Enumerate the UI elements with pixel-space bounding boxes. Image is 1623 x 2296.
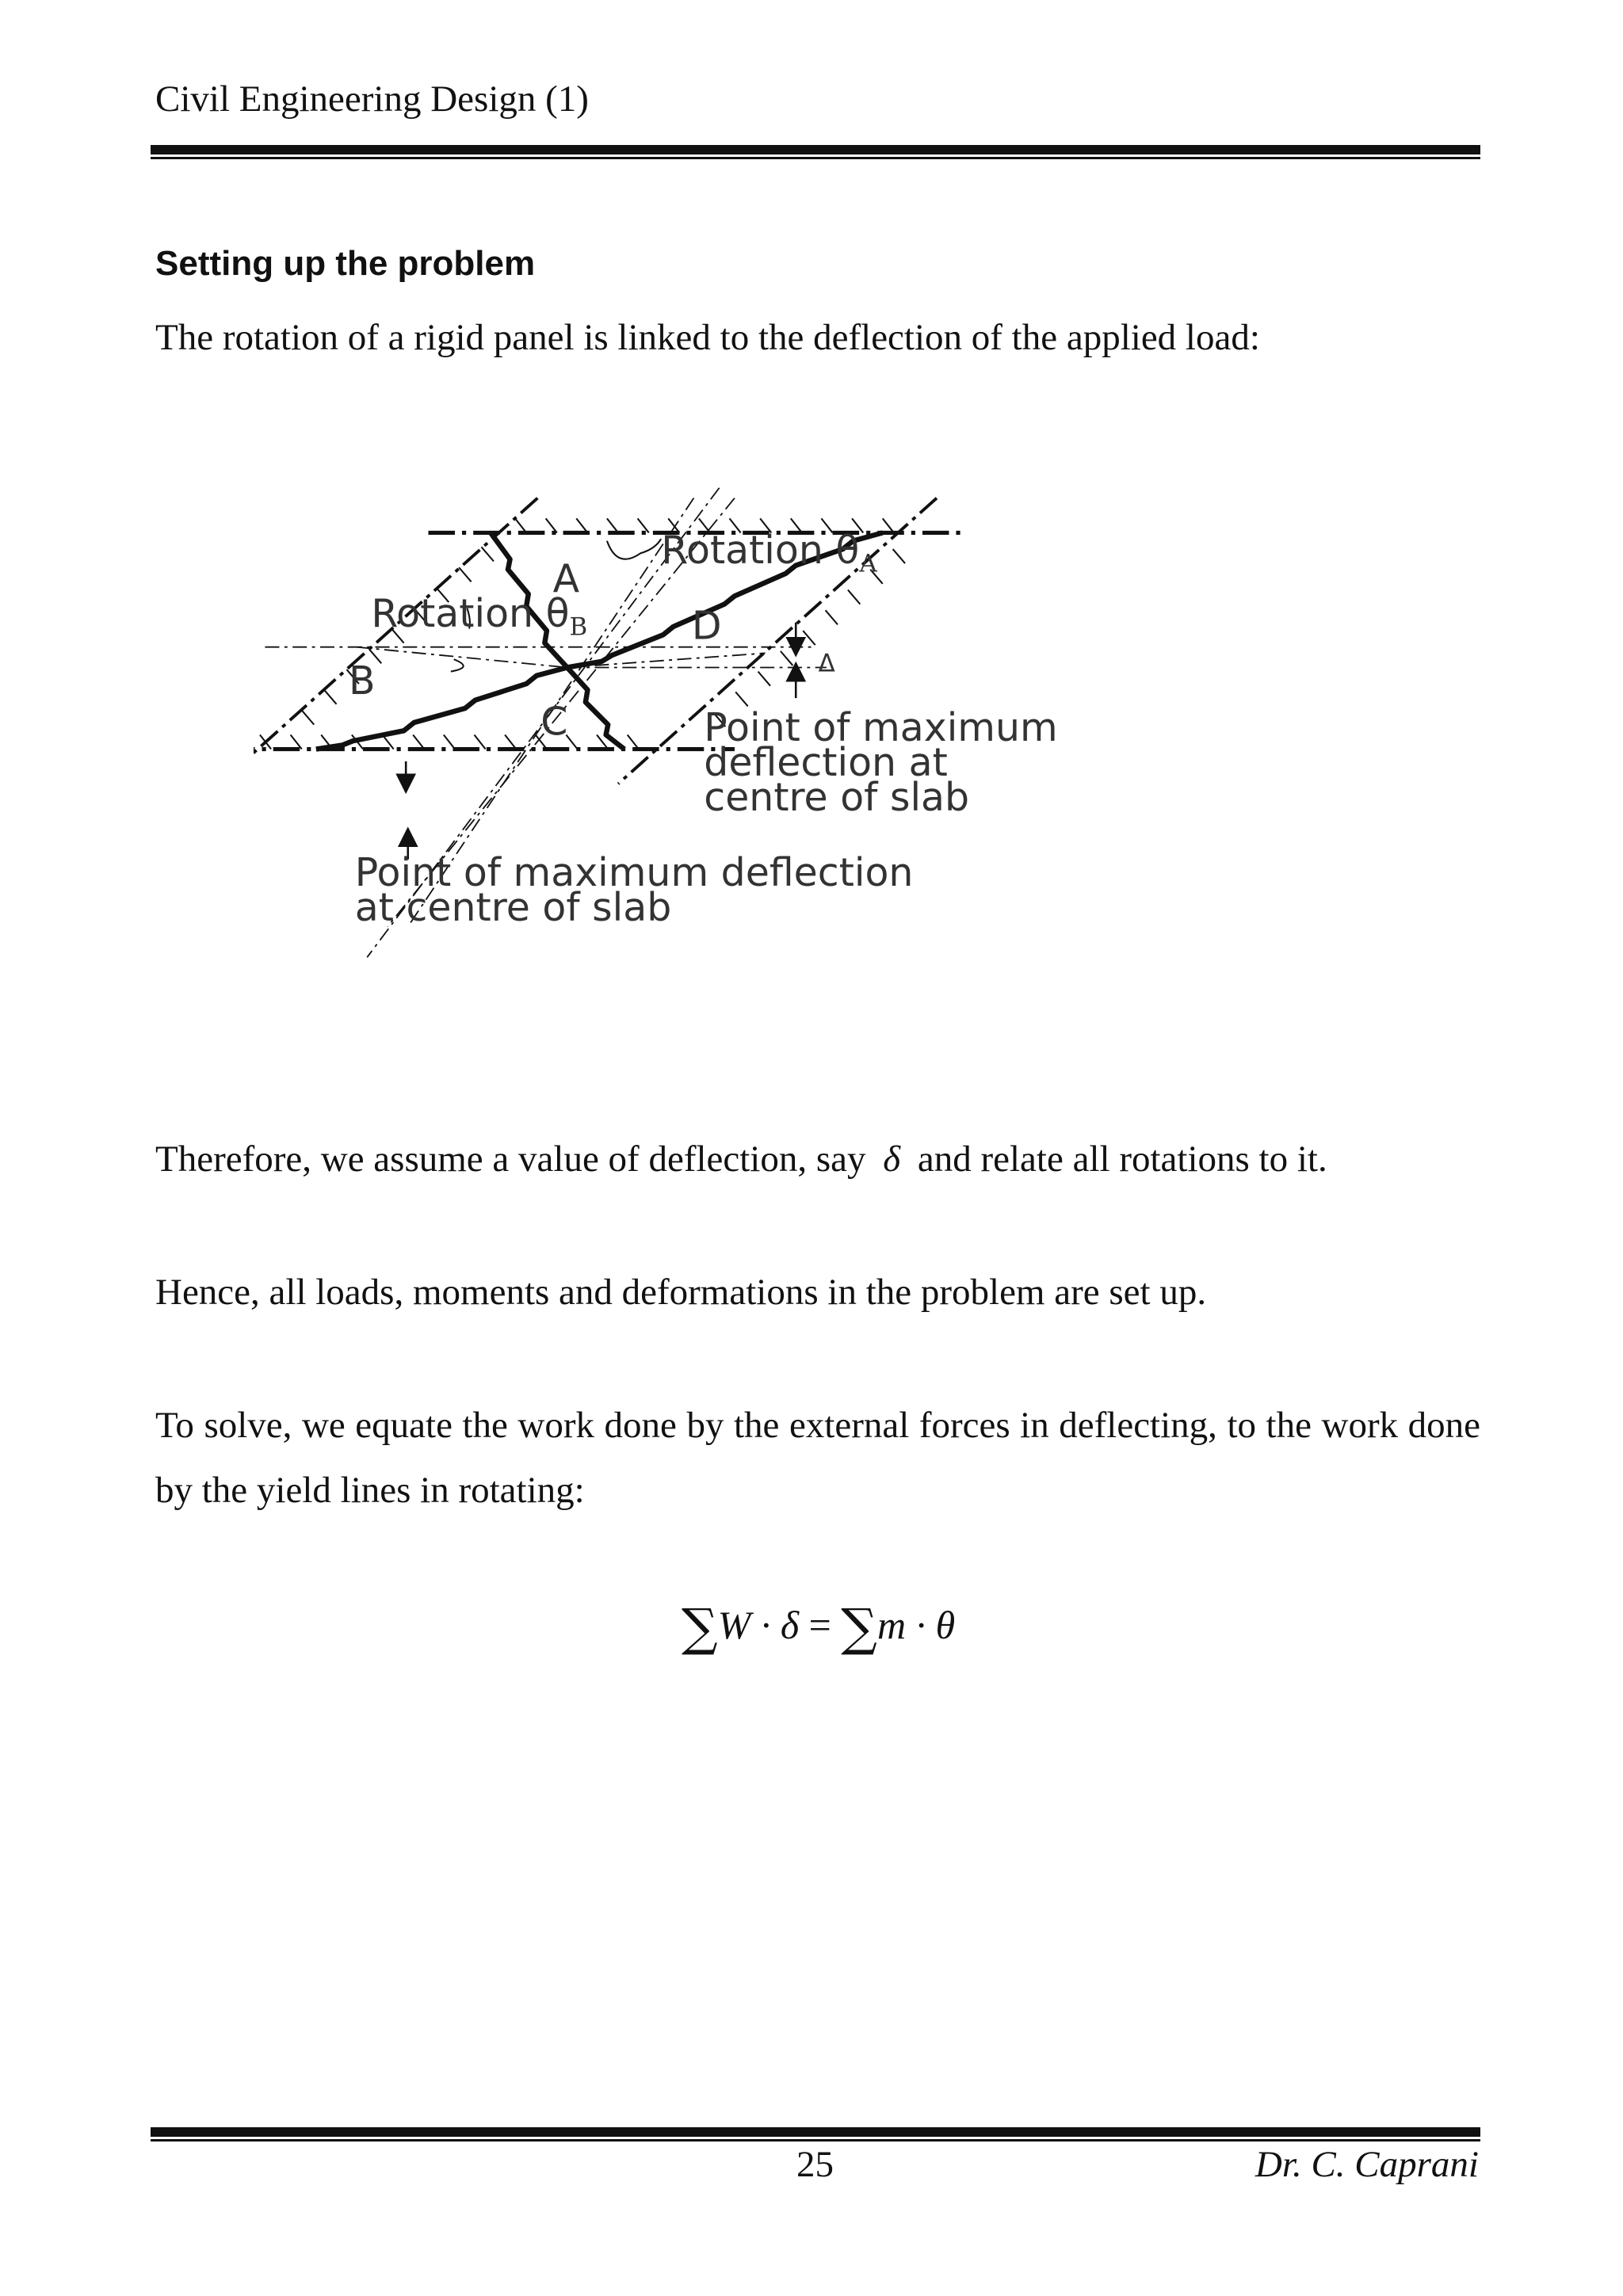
yield-line-diagram: [254, 467, 1379, 1070]
header-rule-thick: [151, 145, 1480, 154]
rotation-a-subscript: A: [859, 549, 877, 578]
assume-text-after: and relate all rotations to it.: [917, 1138, 1327, 1180]
right-note-line-2: deflection at: [704, 740, 948, 786]
intro-paragraph: The rotation of a rigid panel is linked to the deflection of the applied load:: [155, 317, 1260, 358]
footer-rule-thick: [151, 2127, 1480, 2137]
equation-rhs: m · θ: [876, 1603, 956, 1647]
author-name: Dr. C. Caprani: [1254, 2144, 1479, 2185]
rotation-b-label: [371, 591, 587, 641]
sum-symbol-left: ∑: [682, 1599, 718, 1657]
rotation-b-word: Rotation θ: [371, 590, 570, 636]
sum-symbol-right: ∑: [841, 1599, 877, 1657]
panel-label-b: B: [349, 658, 376, 704]
work-equation: [682, 1599, 955, 1657]
right-note-line-1: Point of maximum: [704, 705, 1058, 751]
bottom-note-line-2: at centre of slab: [354, 884, 672, 930]
right-note-line-3: centre of slab: [704, 774, 970, 820]
assume-text-before: Therefore, we assume a value of deflection, say: [155, 1138, 866, 1180]
equation-lhs: W · δ: [717, 1603, 800, 1647]
footer-rule-thin: [151, 2139, 1480, 2142]
panel-label-a: A: [552, 556, 580, 602]
rotation-a-label: [661, 528, 877, 578]
running-header: Civil Engineering Design (1): [155, 78, 589, 120]
solve-paragraph: To solve, we equate the work done by the external forces in deflecting, to the work done by the yield lines in rotating:: [155, 1405, 1480, 1511]
header-rule-thin: [151, 157, 1480, 159]
rotation-a-word: Rotation θ: [661, 528, 860, 574]
bottom-note-line-1: Point of maximum deflection: [354, 850, 914, 896]
assume-paragraph: [155, 1127, 1480, 1192]
equation-equals: =: [808, 1603, 831, 1647]
yield-line-figure: [254, 467, 1379, 1070]
panel-label-d: D: [691, 603, 722, 649]
delta-label: Δ: [818, 649, 835, 678]
delta-symbol: δ: [883, 1138, 901, 1180]
section-heading: Setting up the problem: [155, 244, 536, 283]
page-number: 25: [796, 2144, 834, 2185]
rotation-b-subscript: B: [569, 612, 588, 642]
hence-paragraph: Hence, all loads, moments and deformations in the problem are set up.: [155, 1272, 1207, 1313]
panel-label-c: C: [540, 699, 568, 745]
